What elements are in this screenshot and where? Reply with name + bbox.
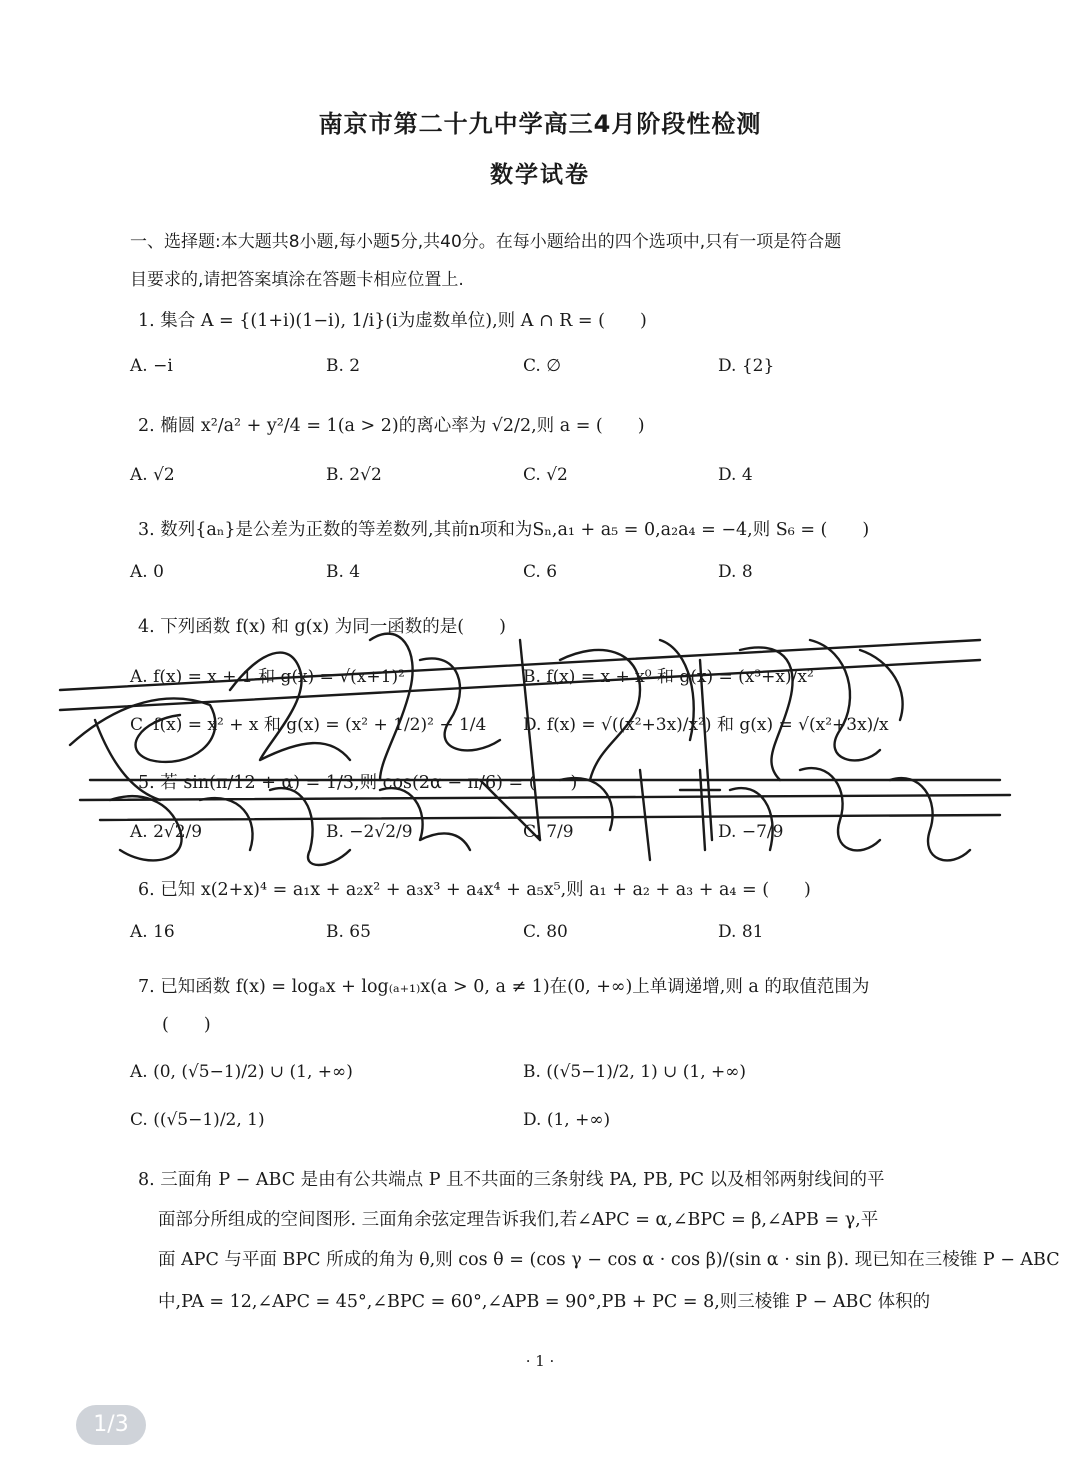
question-4-stem: 4. 下列函数 f(x) 和 g(x) 为同一函数的是( ) [138,617,506,637]
q6-option-c: C. 80 [523,922,568,942]
q4-option-b: B. f(x) = x + x⁰ 和 g(x) = (x³+x)/x² [523,667,814,687]
q5-option-a: A. 2√2/9 [130,822,203,842]
q3-option-b: B. 4 [326,562,361,582]
q1-option-b: B. 2 [326,356,361,376]
q2-option-c: C. √2 [523,465,568,485]
question-8-line-4: 中,PA = 12,∠APC = 45°,∠BPC = 60°,∠APB = 90°,PB + PC = 8,则三棱锥 P − ABC 体积的 [158,1292,931,1312]
q4-option-d: D. f(x) = √((x²+3x)/x²) 和 g(x) = √(x²+3x)/x [523,715,889,735]
q7-option-a: A. (0, (√5−1)/2) ∪ (1, +∞) [130,1062,353,1082]
question-7-stem-cont: ( ) [162,1015,211,1035]
q3-option-a: A. 0 [130,562,164,582]
page-number: · 1 · [525,1352,555,1370]
question-8-line-2: 面部分所组成的空间图形. 三面角余弦定理告诉我们,若∠APC = α,∠BPC = β,∠APB = γ,平 [158,1210,879,1230]
section-heading-cont: 目要求的,请把答案填涂在答题卡相应位置上. [130,270,464,290]
question-7-stem: 7. 已知函数 f(x) = logₐx + log₍ₐ₊₁₎x(a > 0, a ≠ 1)在(0, +∞)上单调递增,则 a 的取值范围为 [138,977,870,997]
q3-option-c: C. 6 [523,562,558,582]
section-heading: 一、选择题:本大题共8小题,每小题5分,共40分。在每小题给出的四个选项中,只有一项是符合题 [130,232,842,252]
q1-option-a: A. −i [130,356,173,376]
q1-option-c: C. ∅ [523,356,562,376]
q2-option-d: D. 4 [718,465,753,485]
q2-option-a: A. √2 [130,465,175,485]
question-8-line-1: 8. 三面角 P − ABC 是由有公共端点 P 且不共面的三条射线 PA, PB, PC 以及相邻两射线间的平 [138,1170,885,1190]
question-6-stem: 6. 已知 x(2+x)⁴ = a₁x + a₂x² + a₃x³ + a₄x⁴ + a₅x⁵,则 a₁ + a₂ + a₃ + a₄ = ( ) [138,880,811,900]
q5-option-c: C. 7/9 [523,822,574,842]
question-5-stem: 5. 若 sin(π/12 + α) = 1/3,则 cos(2α − π/6) = ( ) [138,773,578,793]
question-3-stem: 3. 数列{aₙ}是公差为正数的等差数列,其前n项和为Sₙ,a₁ + a₅ = 0,a₂a₄ = −4,则 S₆ = ( ) [138,520,870,540]
q7-option-d: D. (1, +∞) [523,1110,611,1130]
q7-option-c: C. ((√5−1)/2, 1) [130,1110,265,1130]
exam-title: 南京市第二十九中学高三4月阶段性检测 [318,110,762,138]
page-indicator: 1/3 [76,1405,146,1445]
q7-option-b: B. ((√5−1)/2, 1) ∪ (1, +∞) [523,1062,747,1082]
q4-option-a: A. f(x) = x + 1 和 g(x) = √(x+1)² [130,667,405,687]
q6-option-d: D. 81 [718,922,764,942]
q5-option-b: B. −2√2/9 [326,822,413,842]
q1-option-d: D. {2} [718,356,775,376]
q6-option-a: A. 16 [130,922,175,942]
q6-option-b: B. 65 [326,922,371,942]
question-8-line-3: 面 APC 与平面 BPC 所成的角为 θ,则 cos θ = (cos γ − cos α · cos β)/(sin α · sin β). 现已知在三棱锥 P − ABC [158,1250,1060,1270]
q2-option-b: B. 2√2 [326,465,382,485]
q3-option-d: D. 8 [718,562,753,582]
question-2-stem: 2. 椭圆 x²/a² + y²/4 = 1(a > 2)的离心率为 √2/2,则 a = ( ) [138,416,645,436]
question-1-stem: 1. 集合 A = {(1+i)(1−i), 1/i}(i为虚数单位),则 A ∩ R = ( ) [138,311,647,331]
q5-option-d: D. −7/9 [718,822,784,842]
exam-subtitle: 数学试卷 [490,162,590,188]
q4-option-c: C. f(x) = x² + x 和 g(x) = (x² + 1/2)² − 1/4 [130,715,487,735]
